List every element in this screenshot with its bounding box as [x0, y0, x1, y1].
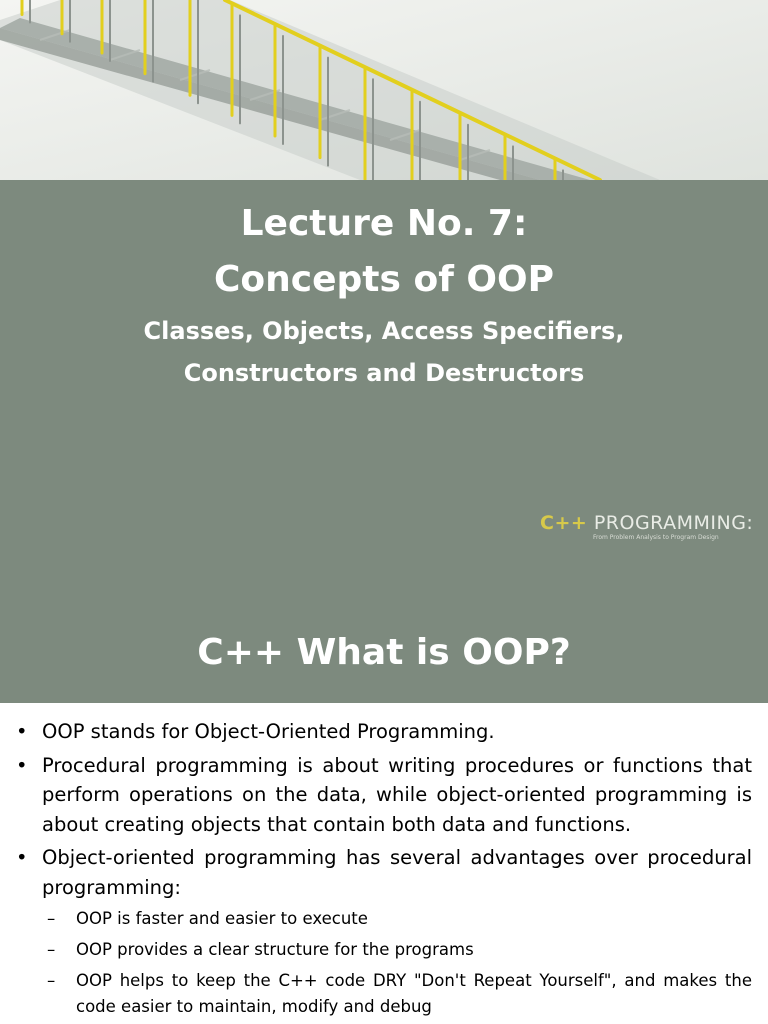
subtitle-line-1: Classes, Objects, Access Specifiers,	[143, 317, 625, 345]
sub-bullet-text: OOP provides a clear structure for the programs	[76, 940, 474, 959]
dash-bullet-icon: –	[47, 909, 56, 928]
slide-title: C++ What is OOP?	[197, 632, 571, 673]
logo-cpp-text: C++	[540, 512, 588, 534]
lecture-number-title: Lecture No. 7:	[240, 203, 528, 244]
sub-bullet-item	[16, 937, 752, 963]
sub-bullet-text: OOP is faster and easier to execute	[76, 909, 368, 928]
content-slide	[0, 603, 768, 1024]
bullet-item	[16, 717, 752, 747]
bullet-dot-icon: •	[16, 720, 28, 743]
dash-bullet-icon: –	[47, 940, 56, 959]
sub-bullet-item	[16, 906, 752, 932]
bullet-text: OOP stands for Object-Oriented Programming.	[42, 720, 495, 743]
slide-body	[0, 703, 768, 1024]
staircase-image	[0, 0, 768, 180]
bullet-text: Procedural programming is about writing procedures or functions that perform operations on the data, while object-oriented programming is about creating objects that contain both data and functions.	[42, 753, 752, 836]
cpp-programming-logo	[540, 512, 754, 547]
dash-bullet-icon: –	[47, 971, 56, 990]
logo-tagline: From Problem Analysis to Program Design	[593, 534, 719, 541]
bullet-list	[16, 717, 752, 1024]
title-block	[0, 180, 768, 394]
sub-bullet-item	[16, 968, 752, 1020]
bullet-item	[16, 843, 752, 902]
staircase-photo	[0, 0, 768, 180]
lecture-topic-title: Concepts of OOP	[214, 259, 554, 300]
subtitle-line-2: Constructors and Destructors	[183, 359, 585, 387]
logo-programming-text: PROGRAMMING:	[593, 512, 754, 534]
bullet-dot-icon: •	[16, 846, 28, 869]
sub-bullet-text: OOP helps to keep the C++ code DRY "Don't Repeat Yourself", and makes the code easier to maintain, modify and debug	[76, 971, 752, 1016]
bullet-item	[16, 751, 752, 840]
bullet-text: Object-oriented programming has several advantages over procedural programming:	[42, 846, 752, 899]
slide-header	[0, 603, 768, 703]
bullet-dot-icon: •	[16, 753, 28, 777]
